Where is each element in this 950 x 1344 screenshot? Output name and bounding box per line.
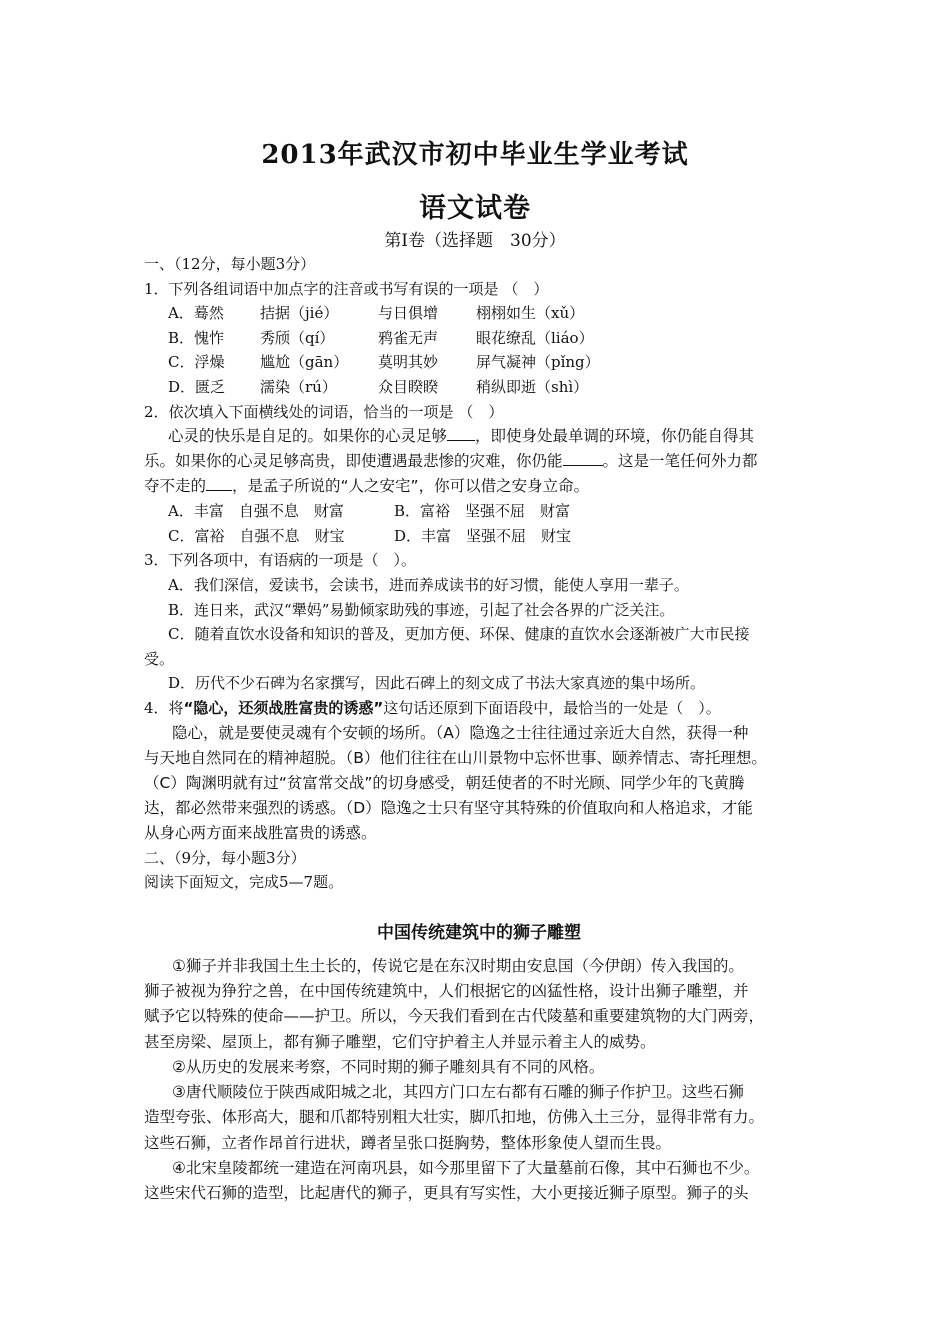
q1-c-2: 尴尬（gān） <box>260 353 349 372</box>
q4-passage-line-4: 达，都必然带来强烈的诱惑。（D）隐逸之士只有坚守其特殊的价值取向和人格追求，才能 <box>144 798 753 817</box>
q2-stem: 2．依次填入下面横线处的词语，恰当的一项是 （ ） <box>144 402 504 421</box>
q1-b-1: B．愧怍 <box>168 328 225 347</box>
q2-p2a: 乐。如果你的心灵足够高贵，即使遭遇最悲惨的灾难，你仍能 <box>144 452 563 471</box>
exam-content <box>144 252 814 1207</box>
article-line-9: ④北宋皇陵都统一建造在河南巩县，如今那里留下了大量墓前石像，其中石狮也不少。 <box>172 1159 760 1178</box>
q2-options-cd <box>144 524 814 549</box>
q3-option-b: B．连日来，武汉“犟妈”易勤倾家助残的事迹，引起了社会各界的广泛关注。 <box>168 600 675 619</box>
q2-option-b: B．富裕 坚强不屈 财富 <box>394 502 571 521</box>
q3-option-c-line-1: C．随着直饮水设备和知识的普及，更加方便、环保、健康的直饮水会逐渐被广大市民接 <box>168 625 750 644</box>
q1-b-2: 秀颀（qí） <box>260 328 335 347</box>
q1-a-3: 与日俱增 <box>378 304 439 323</box>
q1-d-1: D．匮乏 <box>168 377 226 396</box>
q4-stem <box>144 696 814 721</box>
q1-d-3: 众目睽睽 <box>378 377 439 396</box>
article-line-8: 这些石狮，立者作昂首行进状，蹲者呈张口挺胸势，整体形象使人望而生畏。 <box>144 1133 672 1152</box>
article-line-4: 甚至房梁、屋顶上，都有狮子雕塑，它们守护着主人并显示着主人的威势。 <box>144 1032 656 1051</box>
q2-p1a: 心灵的快乐是自足的。如果你的心灵足够 <box>168 427 448 446</box>
q1-d-4: 稍纵即逝（shì） <box>476 377 589 396</box>
section1-heading: 一、（12分，每小题3分） <box>144 255 316 273</box>
q2-passage-line-2 <box>144 449 814 474</box>
q3-option-a: A．我们深信，爱读书，会读书，进而养成读书的好习惯，能使人享用一辈子。 <box>168 575 689 594</box>
q2-p3a: 夺不走的 <box>144 477 207 496</box>
q2-p1b: ，即使身处最单调的环境，你仍能自得其 <box>475 427 755 446</box>
part-heading: 第Ⅰ卷（选择题 30分） <box>384 231 566 251</box>
q1-c-1: C．浮燥 <box>168 353 225 372</box>
q2-passage-line-1 <box>144 424 814 449</box>
q3-option-d: D．历代不少石碑为名家撰写，因此石碑上的刻文成了书法大家真迹的集中场所。 <box>168 674 706 693</box>
q1-d-2: 濡染（rú） <box>260 377 337 396</box>
exam-title: 2013年武汉市初中毕业生学业考试 <box>261 140 689 170</box>
q1-a-1: A．蓦然 <box>168 304 224 323</box>
q3-stem: 3．下列各项中，有语病的一项是（ ）。 <box>144 551 417 570</box>
q2-option-d: D．丰富 坚强不屈 财宝 <box>394 526 572 545</box>
exam-subject: 语文试卷 <box>419 193 531 224</box>
q1-c-4: 屏气凝神（pǐng） <box>476 353 600 372</box>
section2-heading: 二、（9分，每小题3分） <box>144 848 306 867</box>
q4-passage-line-1: 隐心，就是要使灵魂有个安顿的场所。（A）隐逸之士往往通过亲近大自然，获得一种 <box>172 723 749 742</box>
q2-blank-1 <box>447 425 475 441</box>
article-title: 中国传统建筑中的狮子雕塑 <box>377 922 581 943</box>
q3-option-c-line-2: 受。 <box>144 649 175 668</box>
article-line-7: 造型夸张、体形高大，腿和爪都特别粗大壮实，脚爪扣地，仿佛入土三分，显得非常有力。 <box>144 1108 765 1127</box>
article-line-5: ②从历史的发展来考察，不同时期的狮子雕刻具有不同的风格。 <box>172 1057 605 1076</box>
q2-blank-3 <box>206 475 232 491</box>
q1-a-4: 栩栩如生（xǔ） <box>476 304 585 323</box>
q2-p2b: 。这是一笔任何外力都 <box>602 452 758 471</box>
article-line-10: 这些宋代石狮的造型，比起唐代的狮子，更具有写实性，大小更接近狮子原型。狮子的头 <box>144 1184 749 1203</box>
q4-passage-line-2: 与天地自然同在的精神超脱。（B）他们往往在山川景物中忘怀世事、颐养情志、寄托理想。 <box>144 748 767 767</box>
q4-stem-c: 这句话还原到下面语段中，最恰当的一处是（ ）。 <box>383 698 721 717</box>
q2-blank-2 <box>563 450 603 466</box>
section2-instruction: 阅读下面短文，完成5—7题。 <box>144 873 344 892</box>
q1-b-4: 眼花缭乱（liáo） <box>476 328 594 347</box>
q2-p3b: ，是孟子所说的“人之安宅”，你可以借之安身立命。 <box>232 477 590 496</box>
article-line-3: 赋予它以特殊的使命——护卫。所以，今天我们看到在古代陵墓和重要建筑物的大门两旁， <box>144 1007 765 1026</box>
q2-option-c: C．富裕 自强不息 财宝 <box>168 526 345 545</box>
article-line-6: ③唐代顺陵位于陕西咸阳城之北，其四方门口左右都有石雕的狮子作护卫。这些石狮 <box>172 1083 744 1102</box>
q1-option-b <box>144 326 814 351</box>
q1-option-a <box>144 301 814 326</box>
article-line-2: 狮子被视为狰狞之兽，在中国传统建筑中，人们根据它的凶猛性格，设计出狮子雕塑，并 <box>144 981 749 1000</box>
article-line-1: ①狮子并非我国土生土长的，传说它是在东汉时期由安息国（今伊朗）传入我国的。 <box>172 956 744 975</box>
q4-stem-quote: “隐心，还须战胜富贵的诱惑” <box>183 698 384 717</box>
q4-stem-a: 4．将 <box>144 698 184 717</box>
q1-stem: 1．下列各组词语中加点字的注音或书写有误的一项是 （ ） <box>144 279 549 298</box>
q2-option-a: A．丰富 自强不息 财富 <box>168 502 344 521</box>
q1-option-c <box>144 350 814 375</box>
q4-passage-line-5: 从身心两方面来战胜富贵的诱惑。 <box>144 823 377 842</box>
q1-c-3: 莫明其妙 <box>378 353 439 372</box>
q2-options-ab <box>144 499 814 524</box>
q1-option-d <box>144 375 814 400</box>
q1-a-2: 拮据（jié） <box>260 304 339 323</box>
q4-passage-line-3: （C）陶渊明就有过“贫富常交战”的切身感受，朝廷使者的不时光顾、同学少年的飞黄腾 <box>144 773 745 792</box>
q2-passage-line-3 <box>144 474 814 499</box>
q1-b-3: 鸦雀无声 <box>378 328 439 347</box>
